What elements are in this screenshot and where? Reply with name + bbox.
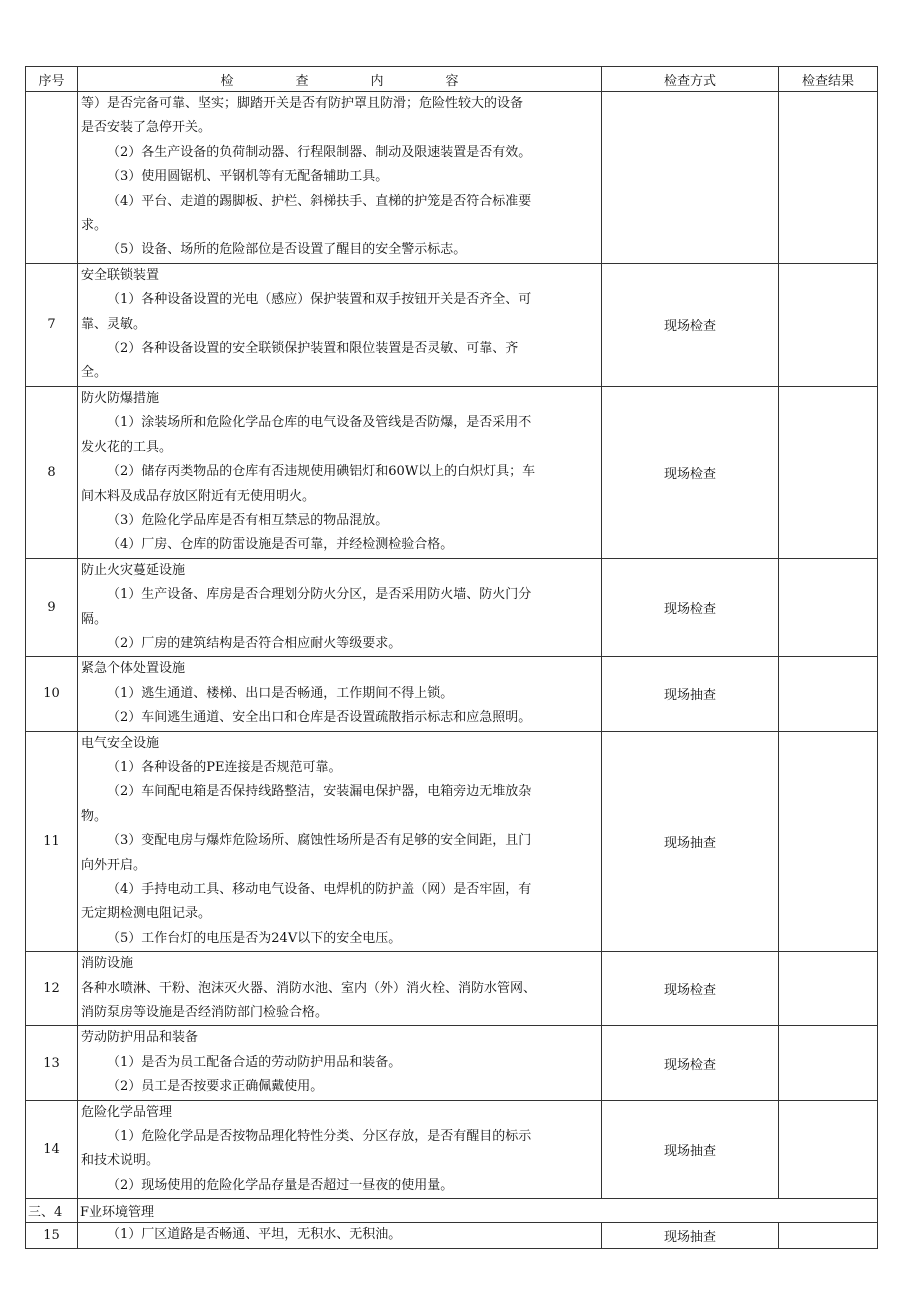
- table-row: [26, 657, 878, 731]
- row-result: [779, 657, 878, 731]
- header-content: 检 查 内 容: [78, 67, 602, 92]
- row-result: [779, 386, 878, 558]
- row-content: 劳动防护用品和装备 （1）是否为员工配备合适的劳动防护用品和装备。 （2）员工是否按要求正确佩戴使用。: [78, 1026, 602, 1100]
- row-no: 13: [26, 1026, 78, 1100]
- table-row: [26, 1100, 878, 1199]
- header-method: 检查方式: [602, 67, 779, 92]
- row-method: 现场抽查: [602, 731, 779, 952]
- row-content: 危险化学品管理 （1）危险化学品是否按物品理化特性分类、分区存放，是否有醒目的标示 和技术说明。 （2）现场使用的危险化学品存量是否超过一昼夜的使用量。: [78, 1100, 602, 1199]
- row-content: 等）是否完备可靠、坚实；脚踏开关是否有防护罩且防滑；危险性较大的设备 是否安装了急停开关。 （2）各生产设备的负荷制动器、行程限制器、制动及限速装置是否有效。 （3）使用圆锯机、平钢机等有无配备辅助工具。 （4）平台、走道的踢脚板、护栏、斜梯扶手、直梯的护笼是否符合标准要 求。 （5）设备、场所的危险部位是否设置了醒目的安全警示标志。: [78, 92, 602, 264]
- row-no: 15: [26, 1223, 78, 1248]
- row-content: 防火防爆措施 （1）涂装场所和危险化学品仓库的电气设备及管线是否防爆，是否采用不 发火花的工具。 （2）储存丙类物品的仓库有否违规使用碘铝灯和60W以上的白炽灯具；车 间木料及成品存放区附近有无使用明火。 （3）危险化学品库是否有相互禁忌的物品混放。 （4）厂房、仓库的防雷设施是否可靠，并经检测检验合格。: [78, 386, 602, 558]
- row-no: 9: [26, 558, 78, 657]
- table-row: [26, 952, 878, 1026]
- row-result: [779, 263, 878, 386]
- row-method: 现场抽查: [602, 1223, 779, 1248]
- row-content: 安全联锁装置 （1）各种设备设置的光电（感应）保护装置和双手按钮开关是否齐全、可 靠、灵敏。 （2）各种设备设置的安全联锁保护装置和限位装置是否灵敏、可靠、齐 全。: [78, 263, 602, 386]
- row-content: （1）厂区道路是否畅通、平坦，无积水、无积油。: [78, 1223, 602, 1248]
- section-row: [26, 1199, 878, 1223]
- row-result: [779, 952, 878, 1026]
- table-row: [26, 1026, 878, 1100]
- table-row: [26, 263, 878, 386]
- row-content: 电气安全设施 （1）各种设备的PE连接是否规范可靠。 （2）车间配电箱是否保持线路整洁，安装漏电保护器，电箱旁边无堆放杂 物。 （3）变配电房与爆炸危险场所、腐蚀性场所是否有足够的安全间距，且门 向外开启。 （4）手持电动工具、移动电气设备、电焊机的防护盖（网）是否牢固，有 无定期检测电阻记录。 （5）工作台灯的电压是否为24V以下的安全电压。: [78, 731, 602, 952]
- table-row: [26, 386, 878, 558]
- row-content: 防止火灾蔓延设施 （1）生产设备、库房是否合理划分防火分区，是否采用防火墙、防火门分 隔。 （2）厂房的建筑结构是否符合相应耐火等级要求。: [78, 558, 602, 657]
- table-row: [26, 92, 878, 264]
- table-row: [26, 1223, 878, 1248]
- header-no: 序号: [26, 67, 78, 92]
- row-no: 7: [26, 263, 78, 386]
- row-no: [26, 92, 78, 264]
- row-result: [779, 1100, 878, 1199]
- row-no: 11: [26, 731, 78, 952]
- row-method: 现场抽查: [602, 1100, 779, 1199]
- row-no: 8: [26, 386, 78, 558]
- row-no: 10: [26, 657, 78, 731]
- row-result: [779, 1223, 878, 1248]
- row-method: [602, 92, 779, 264]
- header-row: [26, 67, 878, 92]
- row-method: 现场检查: [602, 386, 779, 558]
- row-no: 14: [26, 1100, 78, 1199]
- row-method: 现场检查: [602, 1026, 779, 1100]
- row-method: 现场检查: [602, 263, 779, 386]
- row-method: 现场抽查: [602, 657, 779, 731]
- section-number: 三、4: [26, 1199, 78, 1223]
- row-result: [779, 92, 878, 264]
- section-title: F业环境管理: [78, 1199, 878, 1223]
- row-no: 12: [26, 952, 78, 1026]
- inspection-table: [25, 66, 878, 1249]
- row-content: 紧急个体处置设施 （1）逃生通道、楼梯、出口是否畅通，工作期间不得上锁。 （2）车间逃生通道、安全出口和仓库是否设置疏散指示标志和应急照明。: [78, 657, 602, 731]
- table-row: [26, 731, 878, 952]
- row-content: 消防设施 各种水喷淋、干粉、泡沫灭火器、消防水池、室内（外）消火栓、消防水管网、 消防泵房等设施是否经消防部门检验合格。: [78, 952, 602, 1026]
- table-row: [26, 558, 878, 657]
- row-method: 现场检查: [602, 558, 779, 657]
- row-method: 现场检查: [602, 952, 779, 1026]
- row-result: [779, 558, 878, 657]
- row-result: [779, 1026, 878, 1100]
- row-result: [779, 731, 878, 952]
- header-result: 检查结果: [779, 67, 878, 92]
